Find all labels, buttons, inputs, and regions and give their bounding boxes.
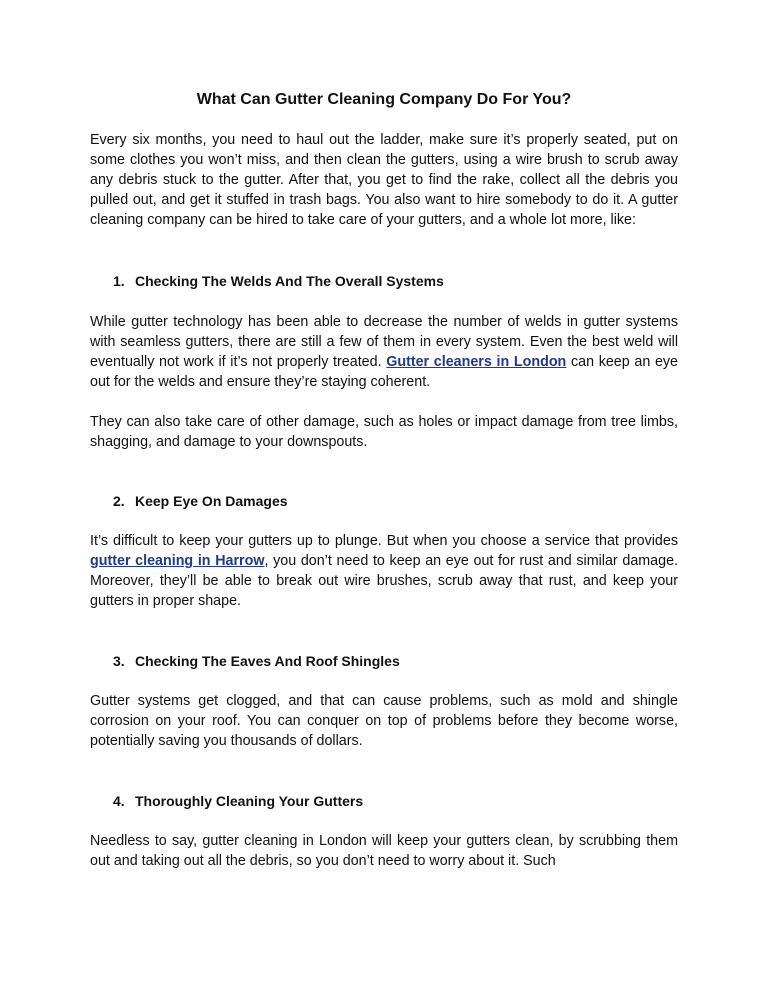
section-number-4: 4.: [113, 793, 125, 809]
section-1-paragraph-1: [90, 312, 678, 392]
section-heading-3: [113, 651, 400, 671]
gutter-cleaning-harrow-link[interactable]: gutter cleaning in Harrow: [90, 553, 265, 569]
section-heading-1: [113, 271, 444, 291]
intro-paragraph: Every six months, you need to haul out the ladder, make sure it’s properly seated, put on some clothes you won’t miss, and then clean the gutters, using a wire brush to scrub away any debris stuck to the gutter. After that, you get to find the rake, collect all the debris you pulled out, and get it stuffed in trash bags. You also want to hire somebody to do it. A gutter cleaning company can be hired to take care of your gutters, and a whole lot more, like:: [90, 132, 678, 228]
section-2-text-before-link: It’s difficult to keep your gutters up to plunge. But when you choose a service that provides: [90, 533, 678, 549]
section-number-1: 1.: [113, 273, 125, 289]
section-heading-2: [113, 491, 288, 511]
section-number-2: 2.: [113, 493, 125, 509]
section-2-text-after-link: , you don’t need to keep an eye out for rust and similar damage. Moreover, they’ll be able to break out wire brushes, scrub away that rust, and keep your gutters in proper shape.: [90, 553, 678, 609]
section-4-paragraph-1: Needless to say, gutter cleaning in London will keep your gutters clean, by scrubbing them out and taking out all the debris, so you don’t need to worry about it. Such: [90, 833, 678, 869]
section-1-text-after-link: can keep an eye out for the welds and ensure they’re staying coherent.: [90, 354, 679, 390]
section-heading-text-4: Thoroughly Cleaning Your Gutters: [135, 793, 364, 809]
section-2-paragraph-1: [90, 531, 678, 611]
section-1-paragraph-2: They can also take care of other damage, such as holes or impact damage from tree limbs, shagging, and damage to your downspouts.: [90, 414, 678, 450]
section-1-text-before-link: While gutter technology has been able to decrease the number of welds in gutter systems with seamless gutters, there are still a few of them in every system. Even the best weld will eventually not work if it’s not properly treated.: [90, 314, 678, 370]
section-number-3: 3.: [113, 653, 125, 669]
section-heading-text-3: Checking The Eaves And Roof Shingles: [135, 653, 400, 669]
section-heading-text-2: Keep Eye On Damages: [135, 493, 288, 509]
document-title: What Can Gutter Cleaning Company Do For You?: [196, 91, 572, 108]
section-3-paragraph-1: Gutter systems get clogged, and that can cause problems, such as mold and shingle corrosion on your roof. You can conquer on top of problems before they become worse, potentially saving you thousands of dollars.: [90, 693, 678, 749]
gutter-cleaners-london-link[interactable]: Gutter cleaners in London: [386, 354, 567, 370]
section-heading-text-1: Checking The Welds And The Overall Systems: [135, 273, 444, 289]
section-heading-4: [113, 791, 363, 811]
